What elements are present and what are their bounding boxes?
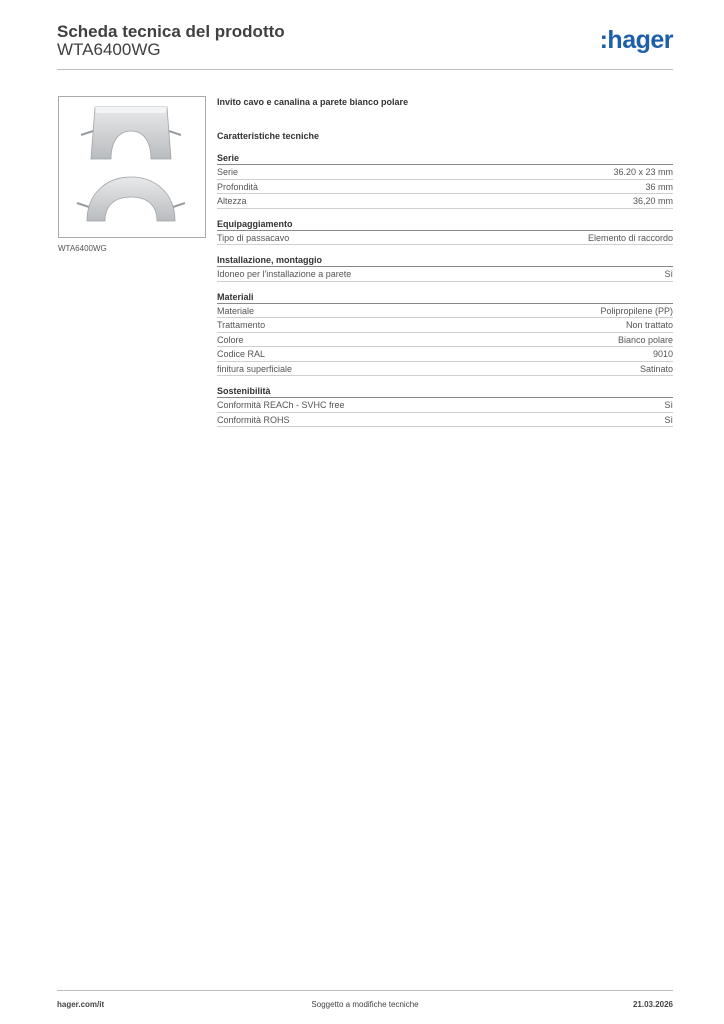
- spec-row: [217, 194, 673, 209]
- spec-label: Conformità REACh - SVHC free: [217, 400, 345, 410]
- spec-row: [217, 180, 673, 195]
- group-title: Sostenibilità: [217, 385, 673, 398]
- spec-label: Serie: [217, 167, 239, 177]
- group-title: Materiali: [217, 291, 673, 304]
- product-image: [58, 96, 206, 238]
- spec-content: [217, 95, 673, 427]
- spec-value: Sì: [664, 269, 673, 279]
- spec-group-serie: [217, 152, 673, 209]
- group-title: Equipaggiamento: [217, 218, 673, 231]
- spec-row: [217, 398, 673, 413]
- product-photo-icon: [59, 97, 205, 237]
- spec-label: Colore: [217, 334, 244, 345]
- page-footer: [57, 990, 673, 1014]
- spec-group-installazione: [217, 254, 673, 282]
- spec-value: Satinato: [639, 363, 673, 374]
- spec-label: Profondità: [217, 181, 259, 192]
- spec-row: [217, 231, 673, 246]
- footer-date: 21.03.2026: [632, 1000, 673, 1009]
- spec-row: [217, 304, 673, 319]
- spec-label: Materiale: [217, 305, 255, 316]
- section-heading: Caratteristiche tecniche: [217, 131, 320, 141]
- hager-logo: :hager: [599, 26, 673, 54]
- group-title: Installazione, montaggio: [217, 254, 673, 267]
- spec-label: Trattamento: [217, 320, 266, 330]
- spec-row: [217, 165, 673, 180]
- page-title: Scheda tecnica del prodotto: [57, 22, 285, 41]
- footer-website-link[interactable]: hager.com/it: [57, 1000, 105, 1009]
- page-header: [57, 20, 673, 70]
- product-code: WTA6400WG: [57, 40, 161, 59]
- spec-label: Conformità ROHS: [217, 414, 290, 425]
- footer-note: Soggetto a modifiche tecniche: [311, 1000, 419, 1009]
- spec-value: Polipropilene (PP): [600, 305, 673, 316]
- spec-value: Bianco polare: [617, 334, 673, 345]
- spec-row: [217, 318, 673, 333]
- spec-row: [217, 413, 673, 428]
- spec-row: [217, 347, 673, 362]
- spec-label: Idoneo per l'installazione a parete: [217, 269, 352, 279]
- spec-group-sostenibilita: [217, 385, 673, 427]
- image-caption: WTA6400WG: [58, 244, 107, 253]
- spec-label: Altezza: [217, 196, 247, 206]
- spec-value: 36 mm: [645, 181, 673, 192]
- spec-row: [217, 267, 673, 282]
- spec-value: 36,20 mm: [632, 196, 673, 206]
- spec-value: 9010: [652, 349, 673, 359]
- spec-value: Non trattato: [625, 320, 673, 330]
- group-title: Serie: [217, 152, 673, 165]
- spec-row: [217, 362, 673, 377]
- spec-value: Elemento di raccordo: [587, 232, 673, 243]
- spec-value: Sì: [664, 400, 673, 410]
- spec-label: finitura superficiale: [217, 363, 293, 374]
- spec-group-materiali: [217, 291, 673, 377]
- spec-label: Codice RAL: [217, 349, 266, 359]
- spec-row: [217, 333, 673, 348]
- spec-label: Tipo di passacavo: [217, 232, 290, 243]
- spec-value: 36.20 x 23 mm: [613, 167, 673, 177]
- product-description: Invito cavo e canalina a parete bianco polare: [217, 97, 409, 107]
- spec-value: Sì: [664, 414, 673, 425]
- spec-group-equipaggiamento: [217, 218, 673, 246]
